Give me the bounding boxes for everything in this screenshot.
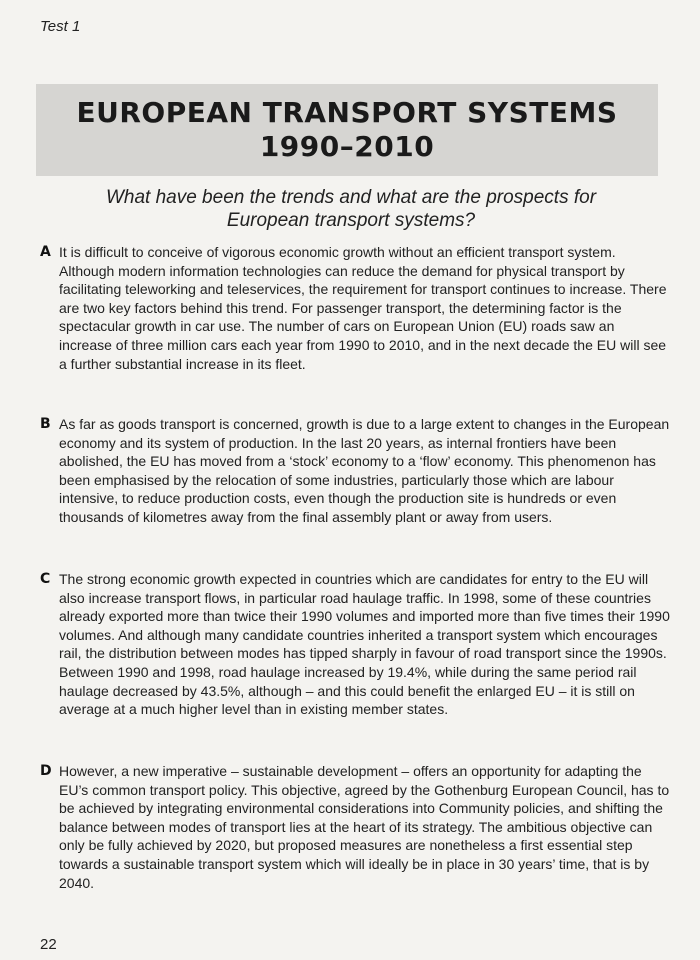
subtitle-line-1: What have been the trends and what are the prospects for <box>105 187 597 208</box>
paragraph-text: The strong economic growth expected in countries which are candidates for entry to the EU will also increase transport flows, in particular road haulage traffic. In 1998, some of these countries already exported more than twice their 1990 volumes and imported more than five times their 1990 volumes. And although many candidate countries inherited a transport system which encourages rail, the distribution between modes has tipped sharply in favour of road transport since the 1990s. Between 1990 and 1998, road haulage increased by 19.4%, while during the same period rail haulage decreased by 43.5%, although – and this could benefit the enlarged EU – it is still on average at a much higher level than in existing member states. <box>59 571 670 718</box>
paragraph-letter: D <box>40 763 52 779</box>
paragraph-c <box>40 570 670 719</box>
paragraph-b <box>40 415 670 527</box>
title-line-2: 1990–2010 <box>259 130 435 163</box>
paragraph-text: As far as goods transport is concerned, growth is due to a large extent to changes in the European economy and its system of production. In the last 20 years, as internal frontiers have been abolished, the EU has moved from a ‘stock’ economy to a ‘flow’ economy. This phenomenon has been emphasised by the relocation of some industries, particularly those which are labour intensive, to reduce production costs, even though the production site is hundreds or even thousands of kilometres away from the final assembly plant or away from users. <box>59 416 670 525</box>
paragraph-letter: B <box>40 416 51 432</box>
paragraph-letter: A <box>40 244 51 260</box>
subtitle <box>40 186 662 232</box>
paragraph-text: It is difficult to conceive of vigorous economic growth without an efficient transport system. Although modern information technologies can reduce the demand for physical transport by facilitating teleworking and teleservices, the requirement for transport continues to increase. There are two key factors behind this trend. For passenger transport, the determining factor is the spectacular growth in car use. The number of cars on European Union (EU) roads saw an increase of three million cars each year from 1990 to 2010, and in the next decade the EU will see a further substantial increase in its fleet. <box>59 244 667 372</box>
page-number: 22 <box>40 936 57 953</box>
paragraph-a <box>40 243 670 373</box>
paragraph-text: However, a new imperative – sustainable development – offers an opportunity for adapting the EU’s common transport policy. This objective, agreed by the Gothenburg European Council, has to be achieved by integrating environmental considerations into Community policies, and shifting the balance between modes of transport lies at the heart of its strategy. The ambitious objective can only be fully achieved by 2020, but proposed measures are nonetheless a first essential step towards a sustainable transport system which will ideally be in place in 30 years’ time, that is by 2040. <box>59 763 670 891</box>
title-line-1: EUROPEAN TRANSPORT SYSTEMS <box>76 96 618 129</box>
paragraph-d <box>40 762 670 892</box>
paragraph-letter: C <box>40 571 51 587</box>
test-label: Test 1 <box>40 18 81 35</box>
subtitle-line-2: European transport systems? <box>226 210 476 231</box>
title-banner <box>36 84 658 176</box>
